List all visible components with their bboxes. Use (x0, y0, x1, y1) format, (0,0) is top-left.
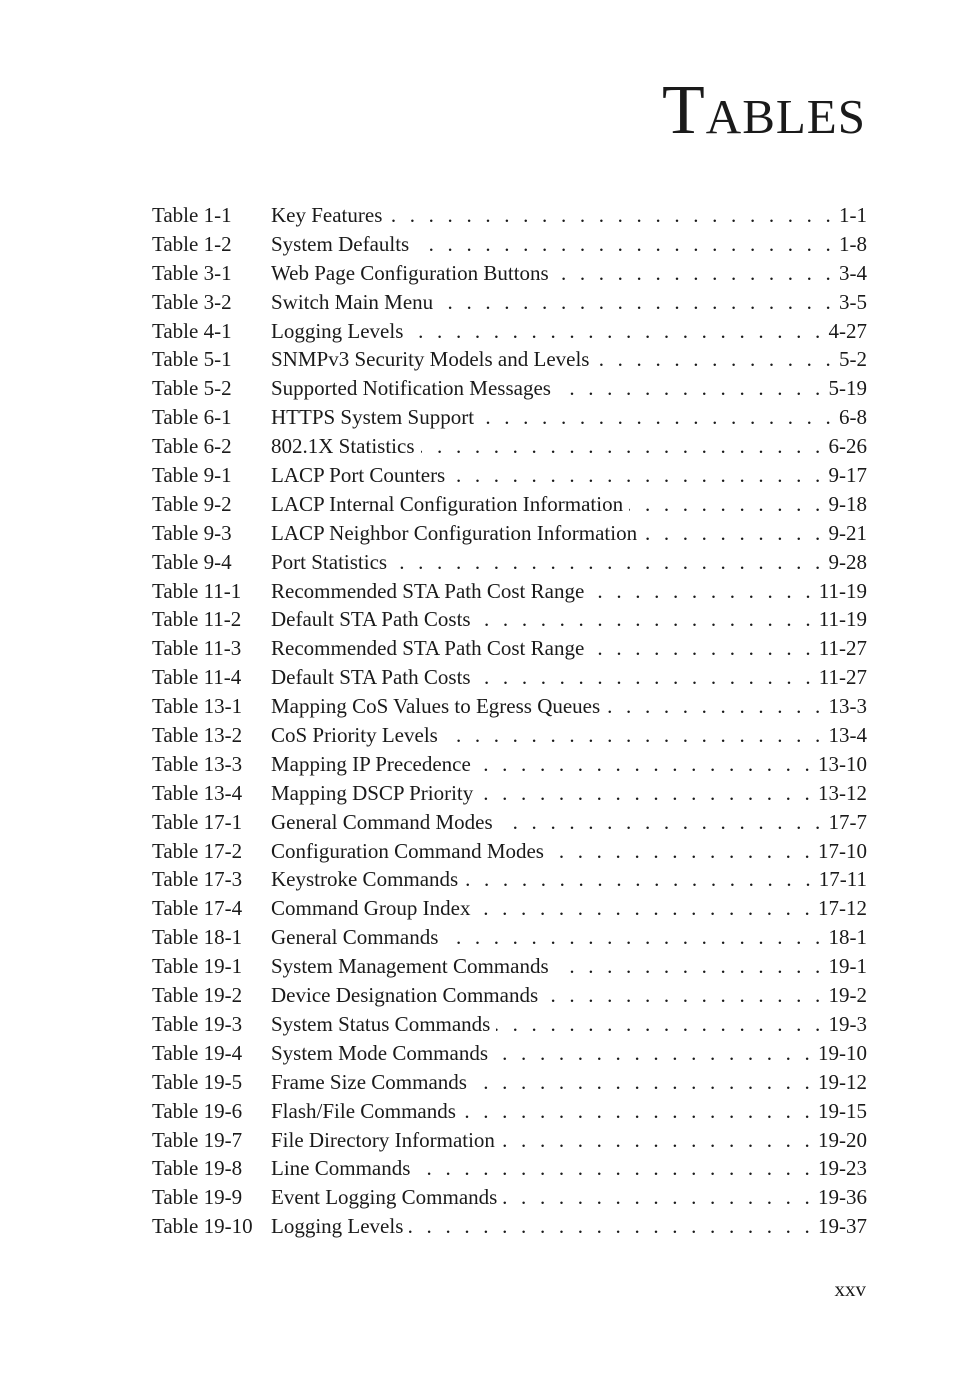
toc-entry[interactable] (152, 694, 867, 723)
toc-entry[interactable] (152, 1099, 867, 1128)
toc-entry-title: Recommended STA Path Cost Range (271, 578, 585, 603)
toc-entry[interactable] (152, 463, 867, 492)
toc-entry-page: 19-37 (818, 1214, 867, 1239)
toc-entry-number: Table 5-2 (152, 376, 232, 401)
toc-entry-number: Table 19-9 (152, 1185, 243, 1210)
toc-entry-page: 19-3 (828, 1011, 867, 1036)
toc-entry-number: Table 6-2 (152, 434, 232, 459)
toc-entry[interactable] (152, 232, 867, 261)
toc-entry-title: System Management Commands (271, 954, 549, 979)
toc-entry-number: Table 4-1 (152, 318, 232, 343)
toc-entry-title: Configuration Command Modes (271, 838, 544, 863)
toc-entry-title: 802.1X Statistics (271, 434, 415, 459)
toc-entry-title: Mapping CoS Values to Egress Queues (271, 694, 601, 719)
toc-entry[interactable] (152, 839, 867, 868)
toc-entry-page: 19-23 (818, 1156, 867, 1181)
toc-entry[interactable] (152, 752, 867, 781)
toc-leader-dots (476, 896, 814, 921)
toc-entry[interactable] (152, 867, 867, 896)
toc-entry[interactable] (152, 983, 867, 1012)
toc-entry-page: 17-10 (818, 838, 867, 863)
table-of-tables (152, 203, 867, 1243)
toc-leader-dots (439, 290, 835, 315)
toc-entry-title: Frame Size Commands (271, 1069, 467, 1094)
toc-entry-page: 4-27 (828, 318, 867, 343)
toc-entry[interactable] (152, 319, 867, 348)
toc-entry-title: Default STA Path Costs (271, 607, 471, 632)
toc-entry-number: Table 6-1 (152, 405, 232, 430)
toc-entry-page: 6-26 (828, 434, 867, 459)
toc-entry-number: Table 13-4 (152, 780, 243, 805)
toc-entry-title: Keystroke Commands (271, 867, 459, 892)
toc-entry-title: HTTPS System Support (271, 405, 475, 430)
toc-entry[interactable] (152, 607, 867, 636)
toc-leader-dots (415, 232, 835, 257)
toc-entry-title: Flash/File Commands (271, 1098, 456, 1123)
toc-entry-page: 13-3 (828, 694, 867, 719)
toc-leader-dots (544, 983, 824, 1008)
toc-entry-number: Table 13-2 (152, 723, 243, 748)
toc-entry-number: Table 1-2 (152, 231, 232, 256)
toc-entry-number: Table 18-1 (152, 925, 243, 950)
toc-leader-dots (477, 752, 814, 777)
toc-entry-number: Table 13-3 (152, 751, 243, 776)
page-title: Tables (662, 72, 866, 149)
toc-entry[interactable] (152, 810, 867, 839)
toc-entry-number: Table 9-1 (152, 463, 232, 488)
toc-entry-title: SNMPv3 Security Models and Levels (271, 347, 590, 372)
toc-entry-title: LACP Internal Configuration Information (271, 491, 624, 516)
toc-entry-title: Port Statistics (271, 549, 388, 574)
toc-leader-dots (557, 376, 825, 401)
toc-entry[interactable] (152, 1185, 867, 1214)
toc-entry-number: Table 19-3 (152, 1011, 243, 1036)
toc-leader-dots (464, 867, 815, 892)
toc-entry-page: 9-21 (828, 520, 867, 545)
toc-entry-page: 11-19 (818, 578, 867, 603)
toc-leader-dots (494, 1041, 814, 1066)
toc-entry-title: Recommended STA Path Cost Range (271, 636, 585, 661)
toc-leader-dots (462, 1099, 814, 1124)
toc-entry-page: 13-12 (818, 780, 867, 805)
toc-entry-page: 19-2 (828, 983, 867, 1008)
toc-entry-page: 11-27 (818, 665, 867, 690)
toc-entry[interactable] (152, 925, 867, 954)
toc-entry-page: 9-28 (828, 549, 867, 574)
toc-entry-title: Supported Notification Messages (271, 376, 551, 401)
toc-entry-page: 9-18 (828, 491, 867, 516)
toc-entry[interactable] (152, 261, 867, 290)
toc-leader-dots (477, 665, 815, 690)
toc-entry-title: System Defaults (271, 231, 410, 256)
toc-entry-page: 19-20 (818, 1127, 867, 1152)
toc-leader-dots (550, 839, 814, 864)
toc-entry-page: 1-8 (839, 231, 867, 256)
toc-entry-title: Mapping DSCP Priority (271, 780, 474, 805)
toc-entry-number: Table 11-4 (152, 665, 242, 690)
toc-entry[interactable] (152, 434, 867, 463)
toc-entry[interactable] (152, 723, 867, 752)
toc-leader-dots (416, 1156, 814, 1181)
toc-leader-dots (503, 1185, 814, 1210)
toc-leader-dots (595, 347, 835, 372)
toc-leader-dots (590, 579, 814, 604)
toc-entry[interactable] (152, 550, 867, 579)
toc-leader-dots (409, 1214, 814, 1239)
toc-entry-page: 19-12 (818, 1069, 867, 1094)
toc-entry-page: 19-15 (818, 1098, 867, 1123)
toc-entry-number: Table 19-1 (152, 954, 243, 979)
toc-entry-page: 17-11 (818, 867, 867, 892)
toc-leader-dots (444, 723, 825, 748)
toc-entry[interactable] (152, 405, 867, 434)
toc-leader-dots (555, 261, 835, 286)
toc-entry-title: Web Page Configuration Buttons (271, 260, 549, 285)
toc-leader-dots (444, 925, 824, 950)
toc-entry-number: Table 9-4 (152, 549, 232, 574)
toc-entry-number: Table 19-5 (152, 1069, 243, 1094)
toc-entry-number: Table 1-1 (152, 203, 232, 227)
toc-entry-title: Line Commands (271, 1156, 411, 1181)
toc-leader-dots (629, 492, 824, 517)
toc-entry-title: File Directory Information (271, 1127, 495, 1152)
toc-entry-number: Table 17-3 (152, 867, 243, 892)
toc-entry[interactable] (152, 521, 867, 550)
toc-entry-number: Table 19-8 (152, 1156, 243, 1181)
toc-entry-page: 3-4 (839, 260, 867, 285)
toc-entry[interactable] (152, 203, 867, 232)
toc-entry-title: General Commands (271, 925, 439, 950)
toc-leader-dots (496, 1012, 824, 1037)
toc-entry-title: Command Group Index (271, 896, 471, 921)
toc-entry[interactable] (152, 1041, 867, 1070)
toc-leader-dots (477, 607, 815, 632)
toc-entry-number: Table 5-1 (152, 347, 232, 372)
toc-entry-number: Table 3-2 (152, 289, 232, 314)
toc-entry-number: Table 9-2 (152, 491, 232, 516)
toc-entry[interactable] (152, 290, 867, 319)
toc-entry-title: LACP Neighbor Configuration Information (271, 520, 638, 545)
toc-entry-page: 13-10 (818, 751, 867, 776)
toc-leader-dots (606, 694, 824, 719)
toc-entry-number: Table 17-1 (152, 809, 243, 834)
toc-entry-page: 11-19 (818, 607, 867, 632)
toc-entry-title: Mapping IP Precedence (271, 751, 471, 776)
toc-entry-page: 5-2 (839, 347, 867, 372)
toc-entry[interactable] (152, 347, 867, 376)
toc-entry[interactable] (152, 1214, 867, 1243)
toc-entry-page: 9-17 (828, 463, 867, 488)
toc-entry[interactable] (152, 1012, 867, 1041)
toc-entry-page: 17-12 (818, 896, 867, 921)
toc-entry-number: Table 19-10 (152, 1214, 253, 1239)
toc-entry-number: Table 19-7 (152, 1127, 243, 1152)
toc-entry[interactable] (152, 665, 867, 694)
toc-leader-dots (480, 405, 835, 430)
toc-entry-page: 3-5 (839, 289, 867, 314)
toc-entry-page: 13-4 (828, 723, 867, 748)
toc-entry-title: Default STA Path Costs (271, 665, 471, 690)
toc-entry[interactable] (152, 1128, 867, 1157)
toc-entry-title: Logging Levels (271, 1214, 404, 1239)
page-number: xxv (834, 1277, 866, 1301)
toc-entry[interactable] (152, 636, 867, 665)
toc-leader-dots (451, 463, 824, 488)
toc-entry[interactable] (152, 896, 867, 925)
toc-entry-title: Key Features (271, 203, 383, 227)
toc-entry-number: Table 17-4 (152, 896, 243, 921)
toc-entry-page: 5-19 (828, 376, 867, 401)
toc-entry[interactable] (152, 579, 867, 608)
toc-entry-page: 19-1 (828, 954, 867, 979)
toc-entry-number: Table 17-2 (152, 838, 243, 863)
toc-entry-title: Switch Main Menu (271, 289, 434, 314)
toc-leader-dots (499, 810, 825, 835)
toc-entry-number: Table 19-4 (152, 1040, 243, 1065)
toc-entry-title: LACP Port Counters (271, 463, 446, 488)
toc-entry-title: Event Logging Commands (271, 1185, 498, 1210)
toc-leader-dots (590, 636, 814, 661)
toc-leader-dots (473, 1070, 814, 1095)
toc-entry-page: 1-1 (839, 203, 867, 227)
toc-entry-page: 19-36 (818, 1185, 867, 1210)
toc-entry-page: 18-1 (828, 925, 867, 950)
toc-entry-number: Table 3-1 (152, 260, 232, 285)
toc-entry-number: Table 11-1 (152, 578, 242, 603)
toc-leader-dots (409, 319, 824, 344)
toc-leader-dots (555, 954, 825, 979)
toc-entry-number: Table 11-3 (152, 636, 242, 661)
toc-entry[interactable] (152, 376, 867, 405)
toc-entry-number: Table 9-3 (152, 520, 232, 545)
toc-leader-dots (388, 203, 835, 228)
toc-entry[interactable] (152, 492, 867, 521)
toc-entry-title: Device Designation Commands (271, 983, 539, 1008)
toc-entry[interactable] (152, 781, 867, 810)
toc-entry-title: General Command Modes (271, 809, 493, 834)
toc-entry-page: 6-8 (839, 405, 867, 430)
toc-entry-title: CoS Priority Levels (271, 723, 438, 748)
toc-entry-title: System Mode Commands (271, 1040, 489, 1065)
toc-leader-dots (421, 434, 825, 459)
toc-entry-page: 17-7 (828, 809, 867, 834)
toc-entry-page: 11-27 (818, 636, 867, 661)
toc-entry-number: Table 11-2 (152, 607, 242, 632)
toc-entry-page: 19-10 (818, 1040, 867, 1065)
toc-entry-title: Logging Levels (271, 318, 404, 343)
toc-entry[interactable] (152, 1156, 867, 1185)
toc-entry-number: Table 19-6 (152, 1098, 243, 1123)
toc-entry-title: System Status Commands (271, 1011, 491, 1036)
toc-leader-dots (479, 781, 814, 806)
toc-leader-dots (393, 550, 824, 575)
toc-entry[interactable] (152, 1070, 867, 1099)
toc-entry-number: Table 19-2 (152, 983, 243, 1008)
toc-leader-dots (643, 521, 824, 546)
toc-entry[interactable] (152, 954, 867, 983)
toc-leader-dots (501, 1128, 814, 1153)
toc-entry-number: Table 13-1 (152, 694, 243, 719)
